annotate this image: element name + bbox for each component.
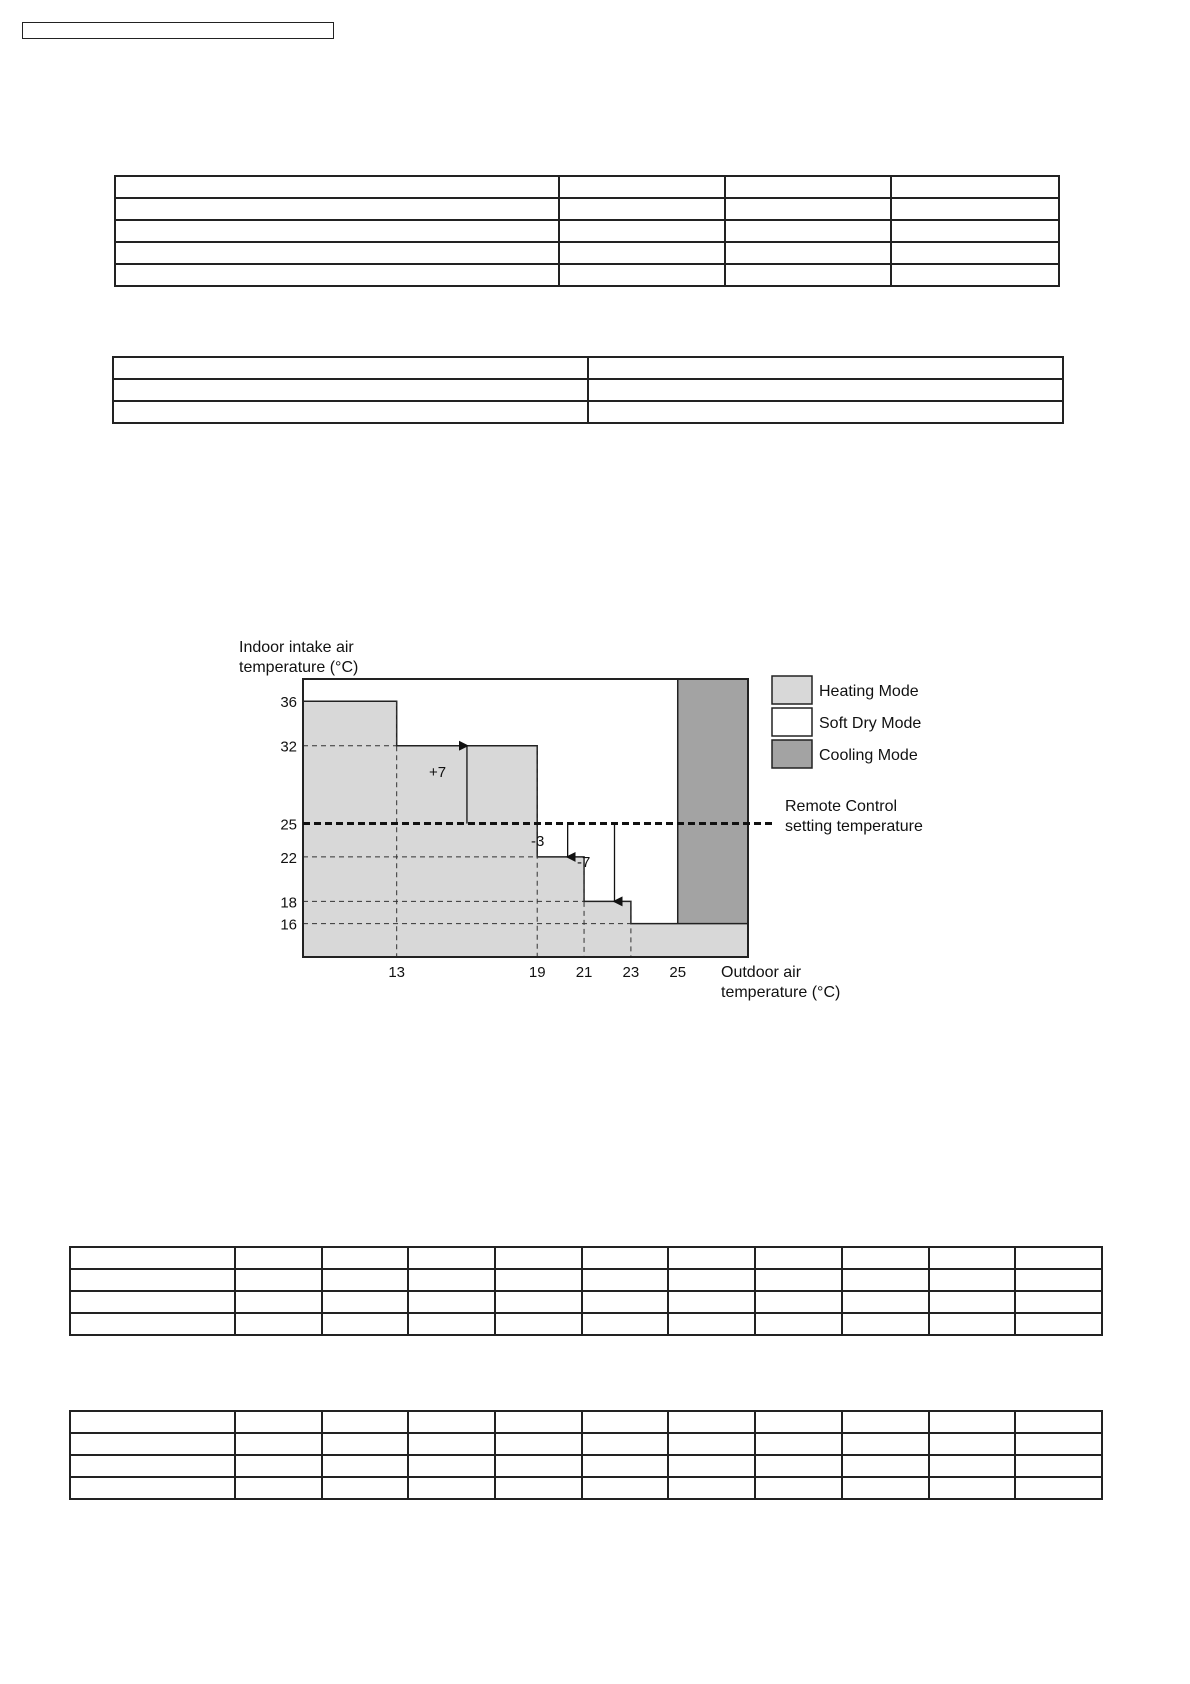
legend-swatch-softdry — [772, 708, 812, 736]
offset-label-minus7: -7 — [577, 854, 591, 871]
legend-label-softdry: Soft Dry Mode — [819, 715, 922, 732]
legend-label-cooling: Cooling Mode — [819, 747, 918, 764]
x-tick-21: 21 — [575, 964, 593, 981]
y-tick-16: 16 — [280, 916, 297, 934]
cooling-region — [678, 679, 748, 957]
plot-area — [280, 679, 776, 981]
y-tick-22: 22 — [280, 849, 297, 867]
x-tick-25: 25 — [669, 964, 687, 981]
x-tick-19: 19 — [528, 964, 546, 981]
y-tick-18: 18 — [280, 894, 297, 912]
legend-swatch-heating — [772, 676, 812, 704]
setting-label-2: setting temperature — [785, 818, 923, 835]
y-tick-32: 32 — [280, 738, 297, 756]
y-axis-label-2: temperature (°C) — [239, 659, 359, 676]
y-axis-label-1: Indoor intake air — [239, 639, 354, 656]
legend-label-heating: Heating Mode — [819, 683, 919, 700]
offset-label-plus7: +7 — [429, 764, 447, 781]
x-tick-13: 13 — [388, 964, 406, 981]
offset-label-minus3: -3 — [531, 833, 545, 850]
y-tick-25: 25 — [280, 816, 297, 834]
y-tick-36: 36 — [280, 694, 297, 712]
x-axis-label-1: Outdoor air — [721, 964, 802, 981]
x-axis-label-2: temperature (°C) — [721, 984, 841, 1001]
legend — [772, 676, 921, 768]
setting-label-1: Remote Control — [785, 798, 898, 815]
legend-swatch-cooling — [772, 740, 812, 768]
x-tick-23: 23 — [622, 964, 640, 981]
